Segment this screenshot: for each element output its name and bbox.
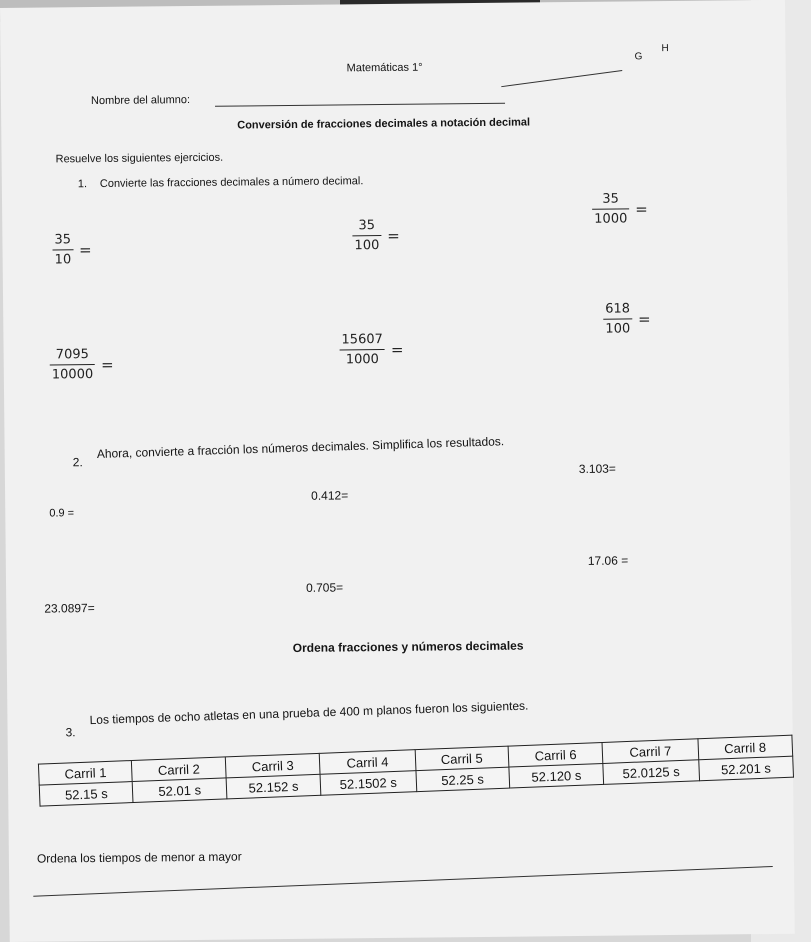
- lane-label: Carril 8: [698, 735, 793, 760]
- lane-label: Carril 7: [602, 739, 698, 764]
- equals-sign: =: [101, 355, 114, 374]
- group-g-label: G: [634, 51, 643, 63]
- lane-label: Carril 2: [132, 757, 226, 782]
- decimal-item-6: 17.06 =: [587, 553, 629, 568]
- fraction-5-denominator: 1000: [345, 352, 379, 368]
- lane-time: 52.152 s: [226, 774, 321, 799]
- exercise3-number: 3.: [65, 725, 76, 740]
- lane-time: 52.201 s: [698, 756, 793, 781]
- fraction-2-denominator: 100: [354, 238, 380, 254]
- exercise3-prompt: Los tiempos de ocho atletas en una prueba de 400 m planos fueron los siguientes.: [89, 698, 529, 728]
- decimal-item-2: 0.412=: [311, 488, 349, 503]
- fraction-3-numerator: 35: [602, 191, 619, 207]
- equals-sign: =: [635, 199, 648, 218]
- fraction-2-numerator: 35: [358, 218, 376, 234]
- lane-label: Carril 5: [415, 746, 509, 771]
- equals-sign: =: [390, 340, 404, 359]
- exercise2-prompt: Ahora, convierte a fracción los números decimales. Simplifica los resultados.: [96, 434, 505, 462]
- lane-time: 52.25 s: [415, 767, 509, 792]
- fraction-6: [603, 301, 651, 336]
- lane-time: 52.01 s: [133, 778, 227, 803]
- fraction-4-denominator: 10000: [51, 367, 94, 383]
- equals-sign: =: [387, 226, 400, 245]
- exercise2-number: 2.: [72, 455, 83, 470]
- fraction-3-denominator: 1000: [594, 211, 628, 227]
- fraction-5: [339, 332, 403, 368]
- decimal-item-5: 0.705=: [306, 580, 344, 595]
- equals-sign: =: [638, 309, 651, 328]
- fraction-4: [50, 347, 114, 383]
- decimal-item-1: 0.9 =: [49, 507, 75, 520]
- group-h-label: H: [661, 43, 669, 55]
- fraction-1-denominator: 10: [54, 252, 72, 268]
- group-line: [501, 70, 622, 87]
- fraction-3: [592, 191, 648, 227]
- fraction-4-numerator: 7095: [55, 347, 89, 363]
- worksheet-title: Conversión de fracciones decimales a notación decimal: [237, 116, 531, 132]
- fraction-2: [352, 218, 400, 253]
- equals-sign: =: [78, 240, 92, 259]
- lane-label: Carril 1: [38, 761, 132, 786]
- decimal-item-3: 3.103=: [578, 461, 616, 476]
- fraction-6-numerator: 618: [605, 301, 631, 317]
- answer-line: [33, 866, 772, 897]
- lane-time: 52.0125 s: [603, 760, 699, 785]
- lane-time: 52.120 s: [509, 763, 604, 788]
- order-prompt: Ordena los tiempos de menor a mayor: [36, 849, 242, 866]
- lane-label: Carril 4: [319, 750, 415, 775]
- lane-time: 52.15 s: [39, 782, 133, 807]
- lane-label: Carril 6: [508, 742, 603, 767]
- section-title: Ordena fracciones y números decimales: [292, 638, 524, 655]
- fraction-5-numerator: 15607: [341, 332, 383, 348]
- lane-label: Carril 3: [225, 753, 320, 778]
- decimal-item-4: 23.0897=: [44, 601, 95, 616]
- exercise1-number: 1.: [77, 178, 88, 191]
- instructions: Resuelve los siguientes ejercicios.: [55, 151, 224, 166]
- fraction-1-numerator: 35: [54, 232, 72, 248]
- fraction-6-denominator: 100: [605, 321, 631, 337]
- exercise1-prompt: Convierte las fracciones decimales a número decimal.: [99, 175, 364, 190]
- student-name-line: [215, 103, 505, 107]
- lane-time: 52.1502 s: [320, 771, 416, 796]
- subject-label: Matemáticas 1°: [346, 61, 423, 75]
- fraction-1: [52, 232, 91, 267]
- lane-times-table: [38, 735, 794, 807]
- student-name-label: Nombre del alumno:: [90, 94, 191, 108]
